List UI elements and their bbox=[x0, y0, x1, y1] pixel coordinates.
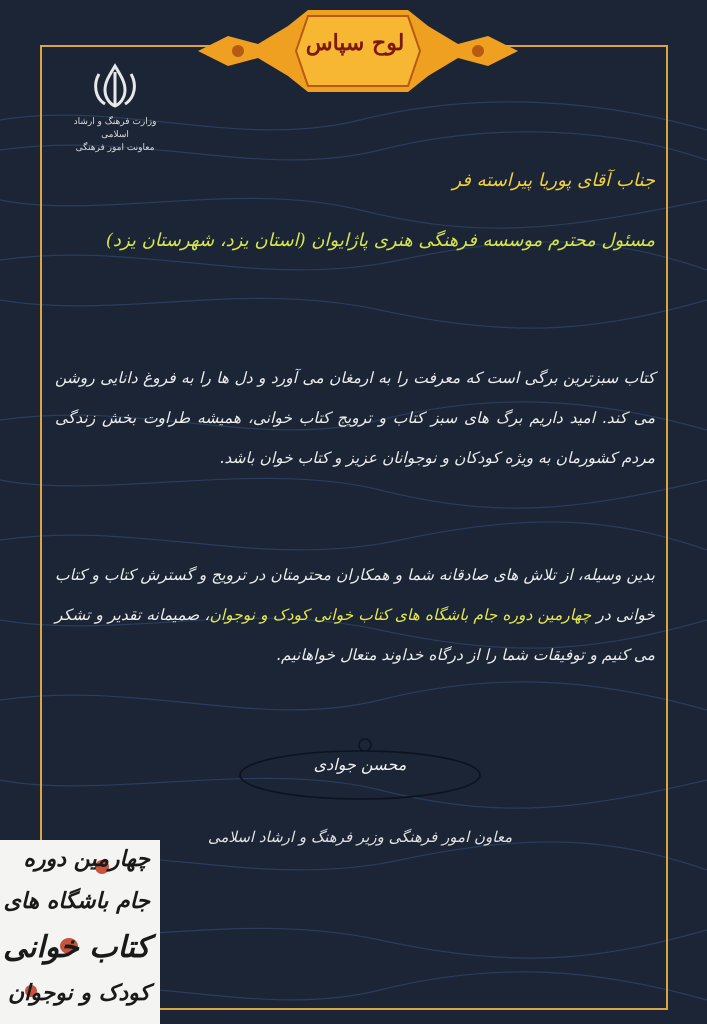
poster-line-1: چهارمین دوره bbox=[23, 846, 150, 872]
poster-line-2: جام باشگاه های bbox=[3, 888, 150, 914]
signature-block bbox=[230, 735, 490, 805]
badge-title: لوح سپاس bbox=[305, 30, 405, 56]
poster-line-3: کتاب خوانی bbox=[3, 930, 150, 965]
body-text-1: کتاب سبزترین برگی است که معرفت را به ارمغان می آورد و دل ها را به فروغ دانایی روشن می کند. امید داریم برگ های سبز کتاب و ترویج کتاب خوانی، همیشه طراوت بخش زندگی مردم کشورمان به ویژه کودکان و نوجوانان عزیز و کتاب خوان باشد. bbox=[55, 369, 655, 467]
signer-name: محسن جوادی bbox=[313, 755, 407, 774]
deputy-name: معاونت امور فرهنگی bbox=[75, 143, 155, 153]
campaign-poster bbox=[0, 840, 160, 1024]
recipient-name: جناب آقای پوریا پیراسته فر bbox=[452, 170, 655, 191]
competition-name: چهارمین دوره جام باشگاه های کتاب خوانی کودک و نوجوان bbox=[209, 606, 592, 624]
ministry-header bbox=[60, 60, 170, 155]
body-paragraph-1 bbox=[55, 358, 655, 478]
body-text-2b: ، صمیمانه تقدیر و تشکر می کنیم و توفیقات شما را از درگاه خداوند متعال خواهانیم. bbox=[55, 606, 655, 664]
poster-line-4: کودک و نوجوان bbox=[8, 980, 150, 1006]
recipient-position: مسئول محترم موسسه فرهنگی هنری پاژایوان (استان یزد، شهرستان یزد) bbox=[105, 230, 655, 251]
body-paragraph-2 bbox=[55, 555, 655, 675]
ministry-name: وزارت فرهنگ و ارشاد اسلامی bbox=[73, 117, 157, 140]
signer-title: معاون امور فرهنگی وزیر فرهنگ و ارشاد اسلامی bbox=[207, 828, 513, 846]
body-text-2 bbox=[55, 555, 655, 675]
iran-emblem-icon bbox=[89, 60, 141, 112]
body-text-2a: بدین وسیله، از تلاش های صادقانه شما و همکاران محترمتان در ترویج و گسترش کتاب و کتاب خوانی در bbox=[55, 566, 655, 624]
